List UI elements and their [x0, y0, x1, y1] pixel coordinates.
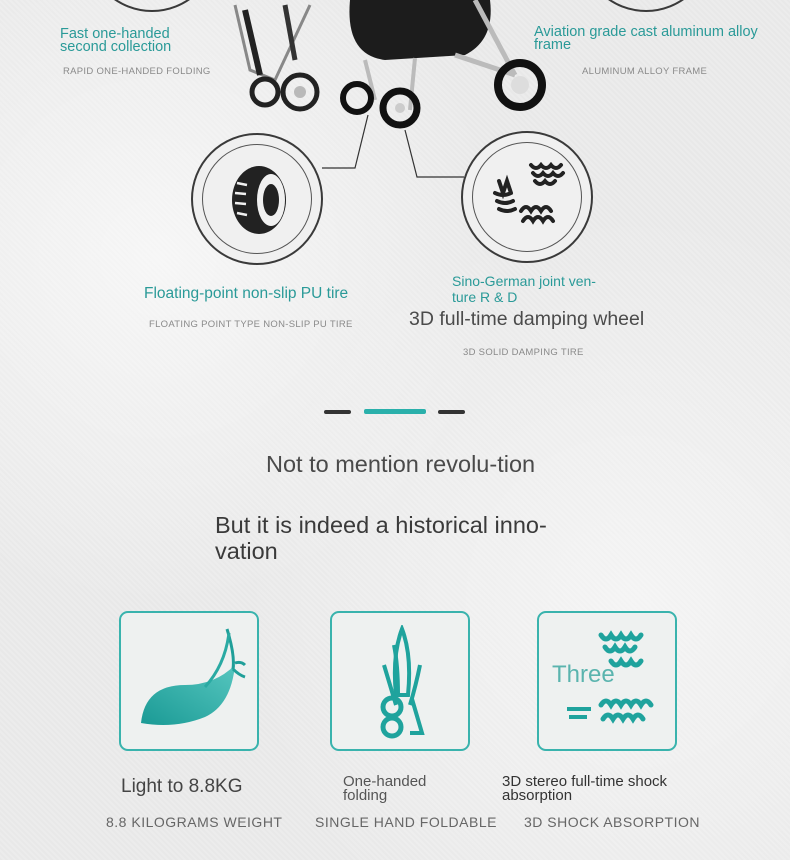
tire-circle: [191, 133, 323, 265]
tire-icon: [229, 163, 289, 237]
frame-feature-caption: ALUMINUM ALLOY FRAME: [582, 66, 708, 77]
folding-feature-title: Fast one-handed second collection: [60, 26, 172, 55]
tire-feature-caption: FLOATING POINT TYPE NON-SLIP PU TIRE: [149, 319, 353, 330]
headline-line-1: Not to mention revolu-tion: [266, 451, 536, 477]
hand-fold-box: [330, 611, 470, 751]
folding-feature-caption: RAPID ONE-HANDED FOLDING: [63, 66, 211, 77]
pointer-lines: [300, 100, 470, 180]
frame-circle-partial: [580, 0, 712, 12]
spring-icon: [491, 161, 571, 235]
damping-feature-heading: 3D full-time damping wheel: [409, 308, 645, 330]
weight-feature-caption: 8.8 KILOGRAMS WEIGHT: [106, 814, 283, 830]
shock-overlay-text: Three: [552, 661, 615, 688]
folding-feature-title-2: One-handed folding: [343, 773, 427, 804]
folding-circle-partial: [86, 0, 218, 12]
hand-fold-icon: [372, 625, 432, 739]
shock-feature-title: 3D stereo full-time shock absorption: [502, 773, 668, 804]
weight-feature-title: Light to 8.8KG: [121, 776, 243, 797]
frame-feature-title: Aviation grade cast aluminum alloy frame: [534, 24, 758, 53]
folding-feature-caption-2: SINGLE HAND FOLDABLE: [315, 814, 497, 830]
headline-line-2: But it is indeed a historical inno-vation: [215, 512, 547, 564]
shock-box: [537, 611, 677, 751]
spring-circle: [461, 131, 593, 263]
carousel-dot-1[interactable]: [324, 410, 351, 414]
carousel-dot-3[interactable]: [438, 410, 465, 414]
damping-feature-caption: 3D SOLID DAMPING TIRE: [463, 347, 584, 358]
feather-box: [119, 611, 259, 751]
tire-feature-title: Floating-point non-slip PU tire: [144, 285, 349, 302]
feather-icon: [135, 625, 247, 737]
damping-feature-title: Sino-German joint ven-ture R & D: [452, 273, 596, 305]
shock-feature-caption: 3D SHOCK ABSORPTION: [524, 814, 700, 830]
carousel-dot-2-active[interactable]: [364, 409, 426, 414]
